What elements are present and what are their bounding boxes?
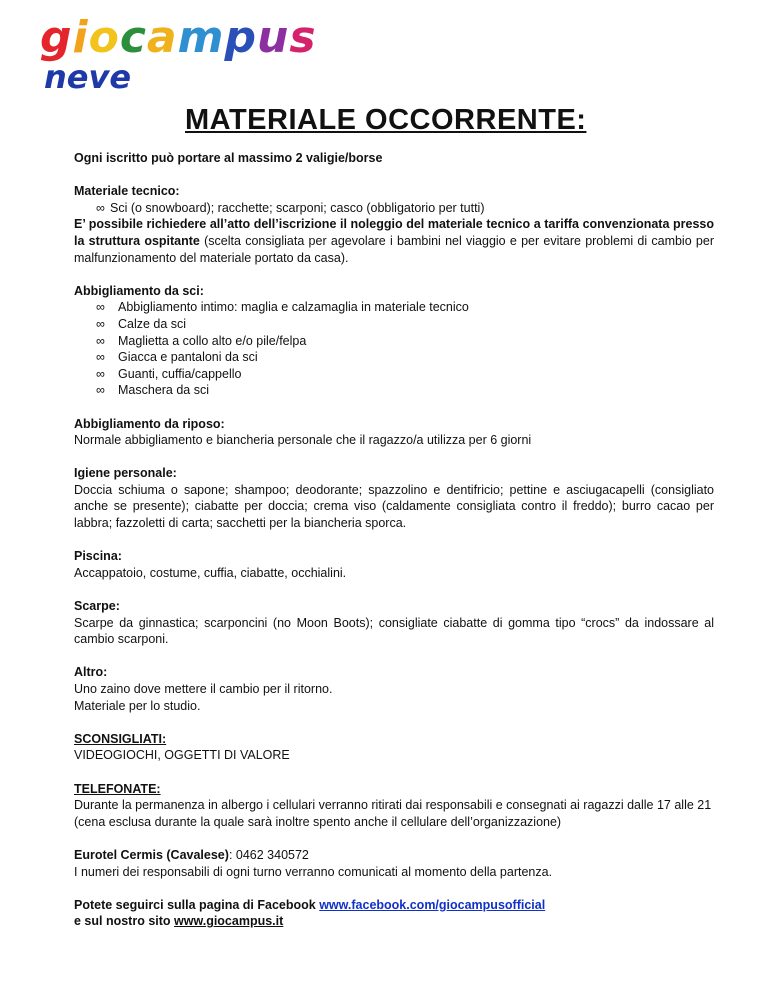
section-sconsigliati: [74, 731, 714, 764]
list-item: [96, 200, 714, 217]
bullet-icon: ∞: [96, 333, 105, 348]
section-heading: Igiene personale:: [74, 466, 177, 481]
giocampus-logo: [40, 14, 317, 94]
section-heading: Abbigliamento da riposo:: [74, 416, 225, 431]
document-body: [74, 150, 714, 947]
bullet-icon: ∞: [96, 350, 105, 365]
hotel-line: [74, 847, 714, 864]
logo-subtitle: neve: [44, 58, 132, 96]
list-item: [96, 349, 714, 366]
hotel-phone: : 0462 340572: [228, 847, 309, 862]
list-item-text: Giacca e pantaloni da sci: [118, 350, 258, 365]
noleggio-note-bold: E’ possibile richiedere all’atto dell’iscrizione il noleggio del materiale tecnico a tariffa convenzionata presso la struttura ospitante: [74, 217, 714, 248]
noleggio-note: [74, 216, 714, 266]
section-heading: SCONSIGLIATI:: [74, 731, 167, 746]
hotel-note: I numeri dei responsabili di ogni turno verranno comunicati al momento della partenza.: [74, 864, 553, 879]
website-link[interactable]: www.giocampus.it: [174, 914, 284, 929]
logo-letter: c: [119, 12, 147, 63]
facebook-line: [74, 897, 714, 914]
bullet-icon: ∞: [96, 366, 105, 381]
logo-letter: s: [289, 12, 317, 63]
website-text: e sul nostro sito: [74, 914, 175, 929]
list-item-text: Calze da sci: [118, 316, 187, 331]
list-item: [96, 382, 714, 399]
logo-letter: g: [40, 12, 73, 63]
section-text: VIDEOGIOCHI, OGGETTI DI VALORE: [74, 748, 290, 763]
bullet-icon: ∞: [96, 383, 105, 398]
list-item-text: Maschera da sci: [118, 383, 210, 398]
section-heading: Abbigliamento da sci:: [74, 283, 204, 298]
bullet-list: [74, 200, 714, 217]
list-item-text: Sci (o snowboard); racchette; scarponi; casco (obbligatorio per tutti): [110, 200, 485, 215]
list-item-text: Guanti, cuffia/cappello: [118, 366, 242, 381]
list-item-text: Maglietta a collo alto e/o pile/felpa: [118, 333, 307, 348]
intro-text: Ogni iscritto può portare al massimo 2 valigie/borse: [74, 151, 383, 165]
section-heading: Altro:: [74, 665, 108, 680]
logo-letter: i: [72, 12, 89, 63]
section-hotel: [74, 847, 714, 880]
section-heading: Scarpe:: [74, 599, 120, 614]
section-scarpe: [74, 598, 714, 648]
section-text: Doccia schiuma o sapone; shampoo; deodorante; spazzolino e dentifricio; pettine e asciugacapelli (consigliato anche se presente); ciabatte per doccia; crema viso (caldamente consigliata contro il freddo); burro cacao per labbra; fazzoletti di carta; sacchetti per la biancheria sporca.: [74, 482, 714, 531]
section-text: Accappatoio, costume, cuffia, ciabatte, occhialini.: [74, 565, 347, 580]
list-item: [96, 316, 714, 333]
section-abbigliamento-sci: [74, 283, 714, 399]
list-item: [96, 333, 714, 350]
section-igiene: [74, 465, 714, 531]
page-title: MATERIALE OCCORRENTE:: [185, 104, 587, 136]
logo-letter: m: [177, 12, 225, 63]
section-telefonate: [74, 781, 714, 831]
section-altro: [74, 664, 714, 714]
section-heading: Materiale tecnico:: [74, 184, 180, 199]
section-text-line: Materiale per lo studio.: [74, 698, 201, 713]
section-text-line: Uno zaino dove mettere il cambio per il ritorno.: [74, 682, 333, 696]
section-heading: TELEFONATE:: [74, 781, 161, 796]
bullet-icon: ∞: [96, 200, 105, 215]
section-abbigliamento-riposo: [74, 416, 714, 449]
website-line: [74, 913, 714, 930]
bullet-list: [74, 299, 714, 399]
bullet-icon: ∞: [96, 300, 105, 315]
list-item-text: Abbigliamento intimo: maglia e calzamaglia in materiale tecnico: [118, 300, 469, 315]
logo-letter: o: [88, 12, 120, 63]
logo-letter: u: [256, 12, 290, 63]
section-text: Normale abbigliamento e biancheria personale che il ragazzo/a utilizza per 6 giorni: [74, 433, 532, 448]
bullet-icon: ∞: [96, 316, 105, 331]
logo-wordmark: [40, 14, 317, 62]
noleggio-note-rest: (scelta consigliata per agevolare i bambini nel viaggio e per evitare problemi di cambio per malfunzionamento del materiale portato da casa).: [74, 233, 714, 265]
facebook-link[interactable]: www.facebook.com/giocampusofficial: [319, 897, 546, 912]
section-text: Scarpe da ginnastica; scarponcini (no Moon Boots); consigliate ciabatte di gomma tipo “crocs” da indossare al cambio scarponi.: [74, 615, 714, 647]
section-heading: Piscina:: [74, 549, 122, 564]
section-text: Durante la permanenza in albergo i cellulari verranno ritirati dai responsabili e consegnati ai ragazzi dalle 17 alle 21 (cena esclusa durante la quale sarà inoltre spento anche il cellulare dell’organizzazione): [74, 798, 712, 829]
hotel-name: Eurotel Cermis (Cavalese): [74, 847, 229, 862]
section-social: [74, 897, 714, 930]
logo-letter: p: [224, 12, 257, 63]
list-item: [96, 366, 714, 383]
list-item: [96, 299, 714, 316]
section-piscina: [74, 548, 714, 581]
logo-letter: a: [146, 12, 178, 63]
section-materiale-tecnico: [74, 183, 714, 266]
intro-section: [74, 150, 714, 167]
facebook-text: Potete seguirci sulla pagina di Facebook: [74, 897, 320, 912]
